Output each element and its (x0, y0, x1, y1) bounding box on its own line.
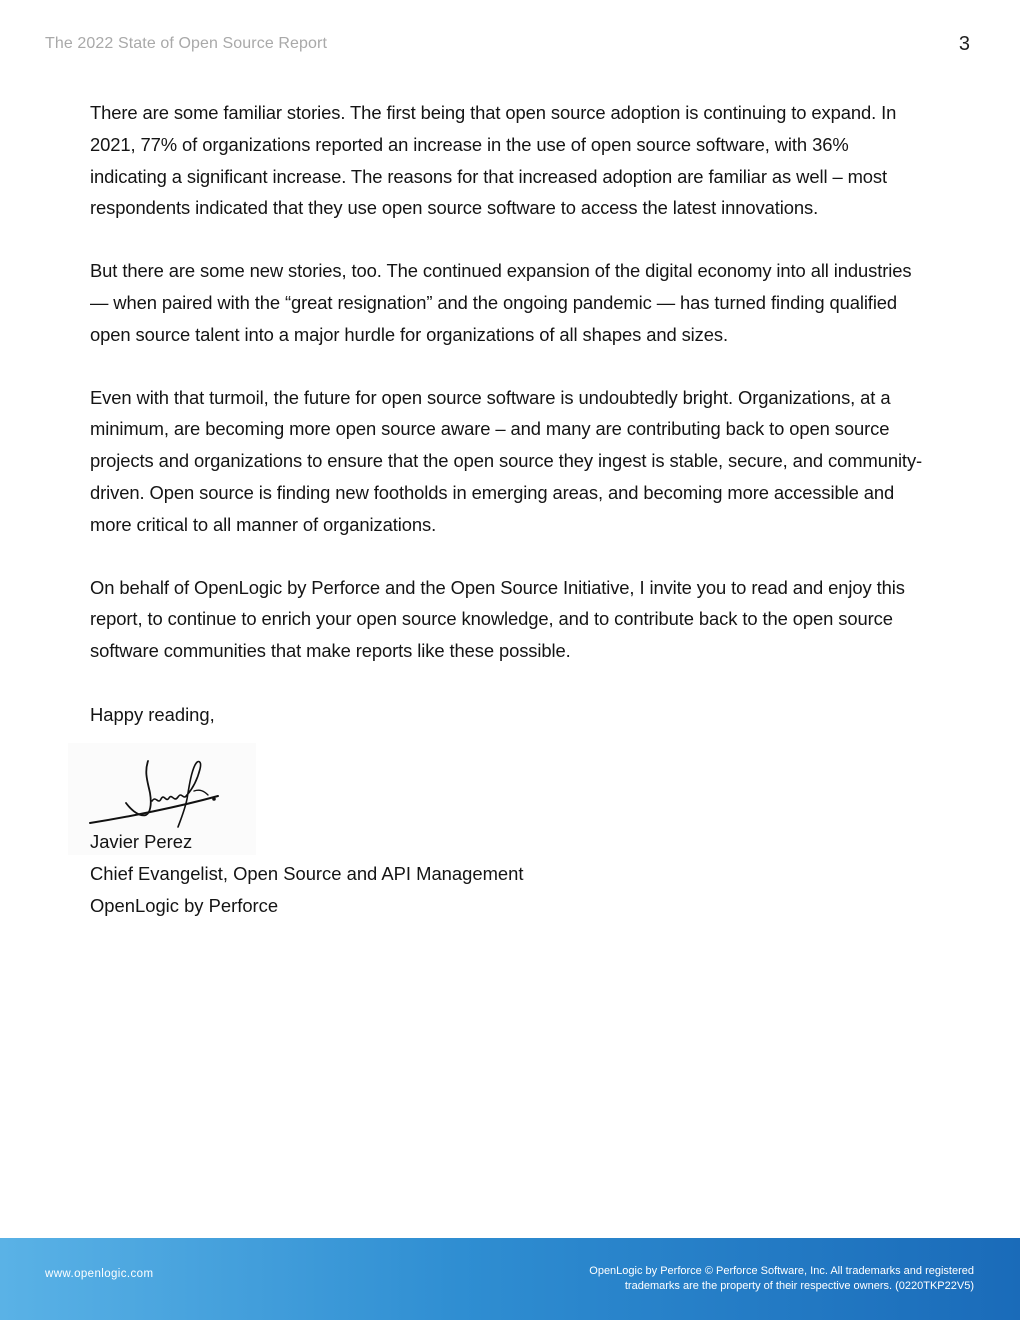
closing-line: Happy reading, (90, 704, 215, 725)
footer-legal-text (514, 1264, 974, 1294)
page-number: 3 (958, 33, 970, 55)
letter-body (90, 97, 930, 698)
footer-legal-line-1: OpenLogic by Perforce © Perforce Software, Inc. All trademarks and registered (589, 1265, 974, 1277)
footer-url-link[interactable]: www.openlogic.com (45, 1268, 154, 1280)
signer-block (90, 826, 523, 921)
paragraph-new-stories: But there are some new stories, too. The continued expansion of the digital economy into all industries — when paired with the “great resignation” and the ongoing pandemic — has turned finding qualified open source talent into a major hurdle for organizations of all shapes and sizes. (90, 260, 912, 345)
page-footer (0, 1238, 1020, 1320)
signer-name: Javier Perez (90, 831, 193, 852)
paragraph-future-bright: Even with that turmoil, the future for open source software is undoubtedly bright. Organizations, at a minimum, are becoming more open source aware – and many are contributing back to open source projects and organizations to ensure that the open source they ingest is stable, secure, and community-driven. Open source is finding new footholds in emerging areas, and becoming more accessible and more critical to all manner of organizations. (90, 386, 923, 535)
footer-legal-line-2: trademarks are the property of their respective owners. (0220TKP22V5) (624, 1280, 974, 1292)
paragraph-invitation: On behalf of OpenLogic by Perforce and the Open Source Initiative, I invite you to read and enjoy this report, to continue to enrich your open source knowledge, and to contribute back to the open source software communities that make reports like these possible. (90, 576, 905, 662)
signer-organization: OpenLogic by Perforce (90, 894, 279, 916)
report-title: The 2022 State of Open Source Report (45, 35, 327, 52)
paragraph-familiar-stories: There are some familiar stories. The first being that open source adoption is continuing to expand. In 2021, 77% of organizations reported an increase in the use of open source software, with 36% indicating a significant increase. The reasons for that increased adoption are familiar as well – most respondents indicated that they use open source software to access the latest innovations. (90, 102, 897, 219)
signer-title: Chief Evangelist, Open Source and API Management (90, 862, 524, 884)
